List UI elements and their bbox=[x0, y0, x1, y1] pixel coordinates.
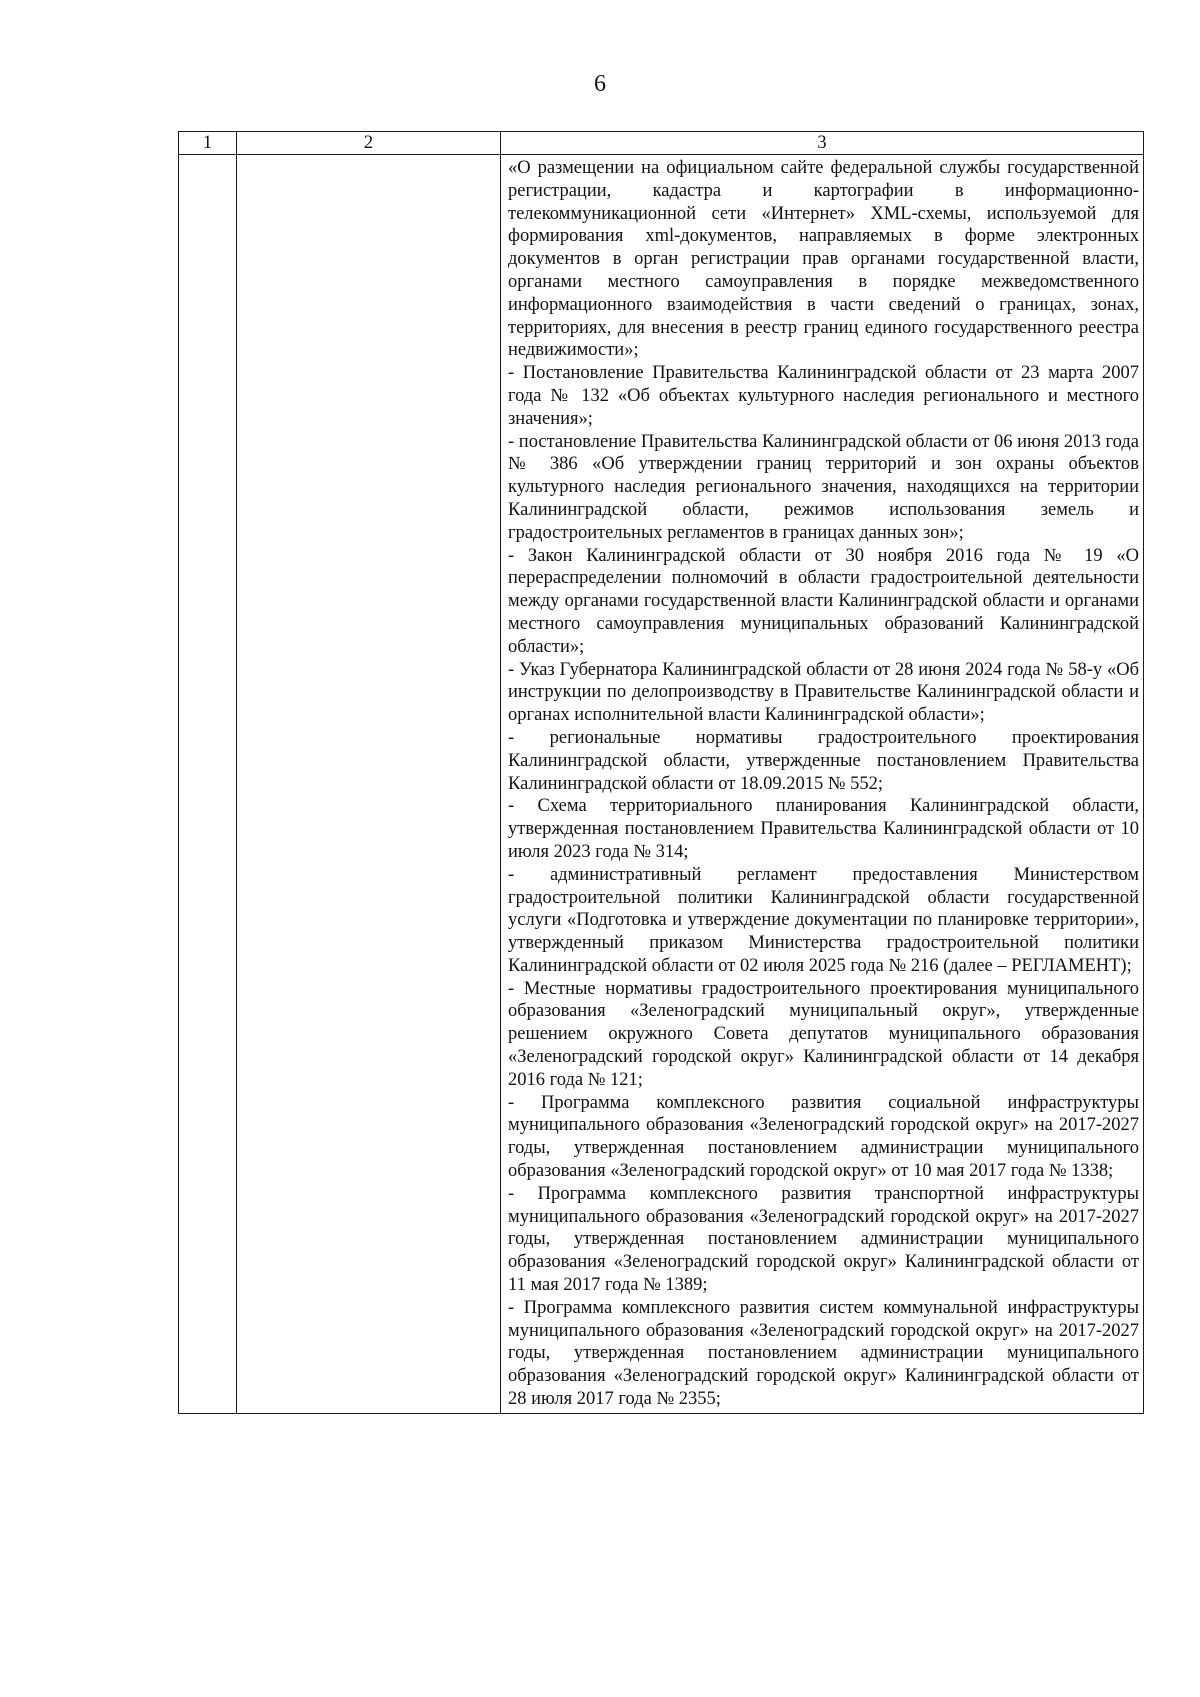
table-header-row bbox=[179, 132, 1144, 155]
paragraph-territorial-planning-scheme: - Схема территориального планирования Калининградской области, утвержденная постановлением Правительства Калининградской области от 10 июля 2023 года № 314; bbox=[508, 796, 1139, 862]
table-row bbox=[179, 155, 1144, 1414]
paragraph-local-standards: - Местные нормативы градостроительного проектирования муниципального образования «Зеленоградский муниципальный округ», утвержденные решением окружного Совета депутатов муниципального образования «Зеленоградский городской округ» Калининградской области от 14 декабря 2016 года № 121; bbox=[508, 978, 1139, 1090]
paragraph-xml-schema-order: «О размещении на официальном сайте федеральной службы государственной регистрации, кадастра и картографии в информационно-телекоммуникационной сети «Интернет» XML-схемы, используемой для формирования xml-документов, направляемых в форме электронных документов в орган регистрации прав органами государственной власти, органами местного самоуправления в порядке межведомственного информационного взаимодействия в части сведений о границах, зонах, территориях, для внесения в реестр границ единого государственного реестра недвижимости»; bbox=[508, 158, 1139, 361]
paragraph-regional-standards: - региональные нормативы градостроительного проектирования Калининградской области, утвержденные постановлением Правительства Калининградской области от 18.09.2015 № 552; bbox=[508, 727, 1139, 794]
paragraph-governor-decree: - Указ Губернатора Калининградской области от 28 июня 2024 года № 58-у «Об инструкции по делопроизводству в Правительстве Калининградской области и органах исполнительной власти Калининградской области»; bbox=[508, 659, 1139, 726]
paragraph-cultural-heritage-resolution: - Постановление Правительства Калининградской области от 23 марта 2007 года № 132 «Об объектах культурного наследия регионального и местного значения»; bbox=[508, 363, 1139, 429]
column-header-3: 3 bbox=[501, 132, 1144, 155]
paragraph-administrative-regulation: - административный регламент предоставления Министерством градостроительной политики Калининградской области государственной услуги «Подготовка и утверждение документации по планировке территории», утвержденный приказом Министерства градостроительной политики Калининградской области от 02 июля 2025 года № 216 (далее – РЕГЛАМЕНТ); bbox=[508, 864, 1139, 976]
page-number: 6 bbox=[594, 71, 606, 97]
cell-col-2 bbox=[237, 155, 501, 1414]
column-header-2: 2 bbox=[237, 132, 501, 155]
paragraph-social-infrastructure-program: - Программа комплексного развития социальной инфраструктуры муниципального образования «Зеленоградский городской округ» на 2017-2027 годы, утвержденная постановлением администрации муниципального образования «Зеленоградский городской округ» от 10 мая 2017 года № 1338; bbox=[508, 1092, 1139, 1182]
paragraph-redistribution-law: - Закон Калининградской области от 30 ноября 2016 года № 19 «О перераспределении полномочий в области градостроительной деятельности между органами государственной власти Калининградской области и органами местного самоуправления муниципальных образований Калининградской области»; bbox=[508, 545, 1139, 657]
cell-col-1 bbox=[179, 155, 237, 1414]
paragraph-protection-zones-resolution: - постановление Правительства Калининградской области от 06 июня 2013 года № 386 «Об утверждении границ территорий и зон охраны объектов культурного наследия регионального значения, находящихся на территории Калининградской области, режимов использования земель и градостроительных регламентов в границах данных зон»; bbox=[508, 431, 1139, 543]
cell-col-3 bbox=[501, 155, 1144, 1414]
paragraph-transport-infrastructure-program: - Программа комплексного развития транспортной инфраструктуры муниципального образования «Зеленоградский городской округ» на 2017-2027 годы, утвержденная постановлением администрации муниципального образования «Зеленоградский городской округ» Калининградской области от 11 мая 2017 года № 1389; bbox=[508, 1183, 1139, 1296]
document-table bbox=[178, 131, 1144, 1414]
paragraph-utility-infrastructure-program: - Программа комплексного развития систем коммунальной инфраструктуры муниципального образования «Зеленоградский городской округ» на 2017-2027 годы, утвержденная постановлением администрации муниципального образования «Зеленоградский городской округ» Калининградской области от 28 июля 2017 года № 2355; bbox=[508, 1297, 1139, 1410]
column-header-1: 1 bbox=[179, 132, 237, 155]
